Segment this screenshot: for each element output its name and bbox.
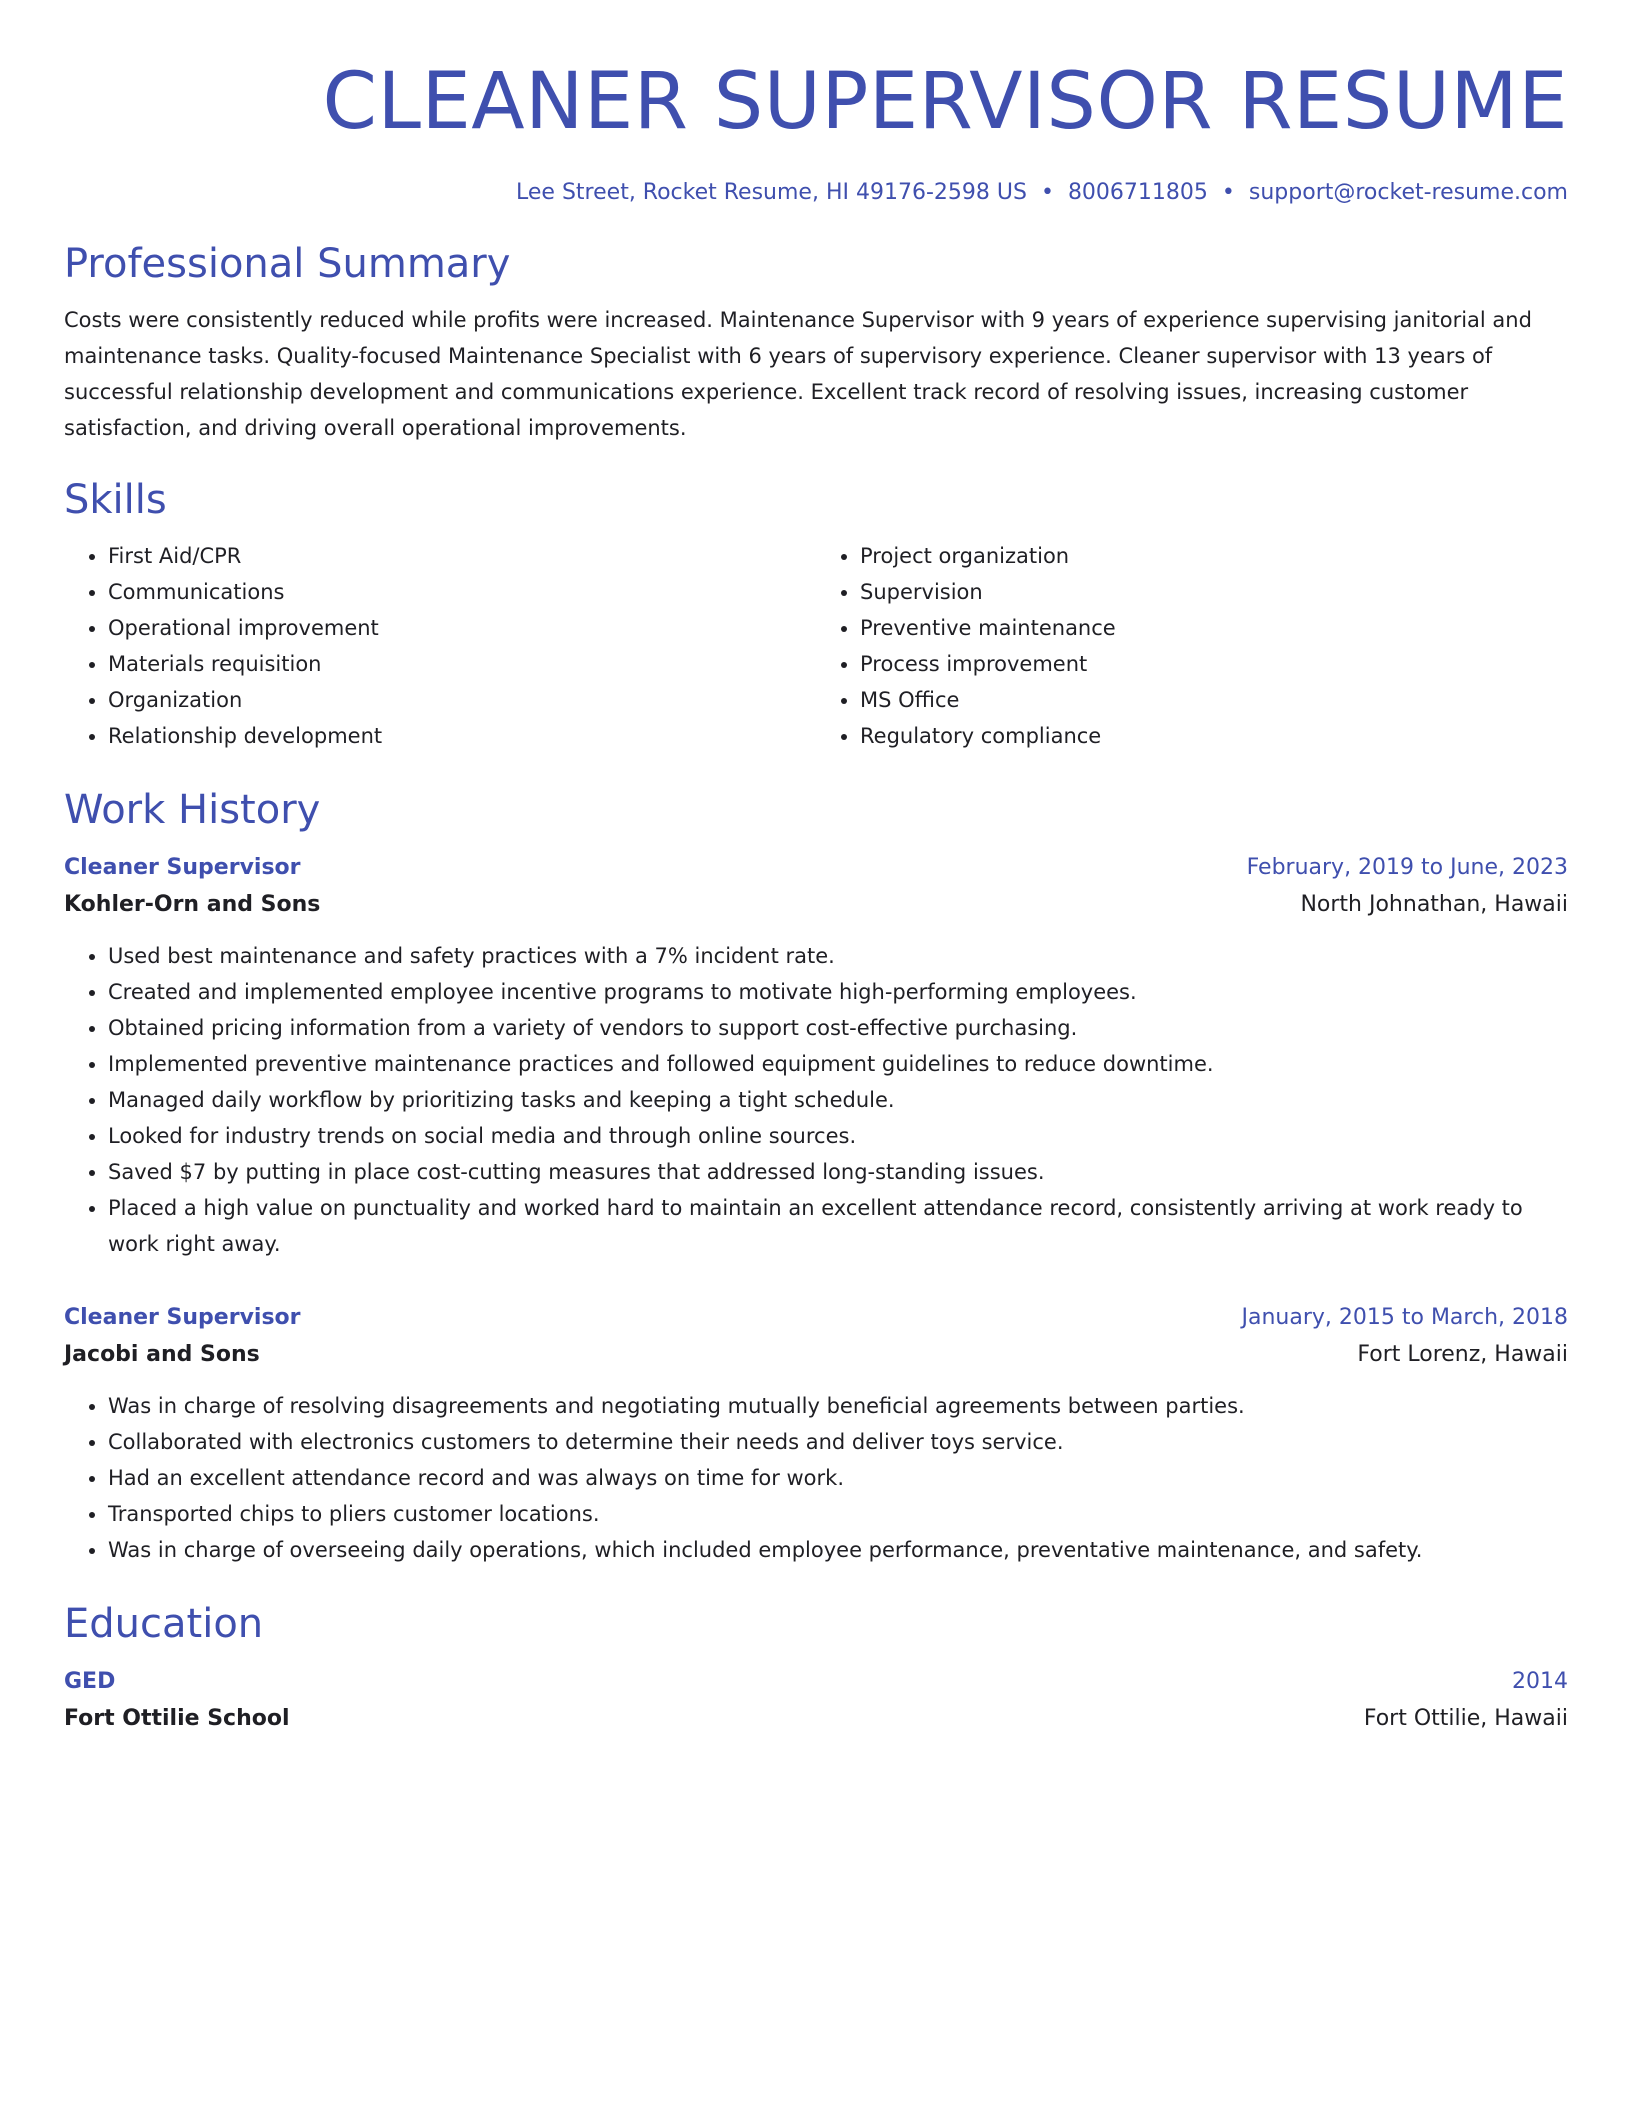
skills-heading: Skills — [64, 477, 167, 523]
skill-item: • Preventive maintenance — [860, 610, 1568, 646]
job-company-row — [64, 1336, 1568, 1374]
skill-item: • Project organization — [860, 538, 1568, 574]
education-section — [64, 1598, 1568, 1738]
school-location: Fort Ottilie, Hawaii — [1363, 1706, 1568, 1731]
skill-item: • Supervision — [860, 574, 1568, 610]
skills-section — [64, 474, 1568, 754]
job-bullet: • Managed daily workflow by prioritizing tasks and keeping a tight schedule. — [108, 1082, 1568, 1118]
skill-item: • Operational improvement — [108, 610, 816, 646]
school-name: Fort Ottilie School — [64, 1706, 290, 1731]
skill-item: • Regulatory compliance — [860, 718, 1568, 754]
skill-item: • MS Office — [860, 682, 1568, 718]
job-entry — [64, 850, 1568, 1262]
job-dates: January, 2015 to March, 2018 — [1241, 1305, 1568, 1330]
job-bullet: • Looked for industry trends on social media and through online sources. — [108, 1118, 1568, 1154]
skill-item: • Communications — [108, 574, 816, 610]
graduation-year: 2014 — [1512, 1669, 1568, 1694]
resume-title: CLEANER SUPERVISOR RESUME — [322, 57, 1568, 147]
skill-item: • Relationship development — [108, 718, 816, 754]
job-entry — [64, 1300, 1568, 1568]
work-history-heading: Work History — [64, 787, 321, 833]
email-link[interactable]: support@rocket-resume.com — [1248, 180, 1568, 205]
skills-list-left — [64, 538, 816, 754]
job-bullet: • Created and implemented employee incentive programs to motivate high-performing employees. — [108, 974, 1568, 1010]
job-location: Fort Lorenz, Hawaii — [1357, 1342, 1568, 1367]
skill-item: • First Aid/CPR — [108, 538, 816, 574]
resume-header — [64, 0, 1568, 208]
education-entry — [64, 1664, 1568, 1738]
school-row — [64, 1700, 1568, 1738]
job-bullet: • Obtained pricing information from a variety of vendors to support cost-effective purchasing. — [108, 1010, 1568, 1046]
job-title-row — [64, 850, 1568, 886]
company-name: Kohler-Orn and Sons — [64, 892, 321, 917]
job-location: North Johnathan, Hawaii — [1300, 892, 1568, 917]
job-dates: February, 2019 to June, 2023 — [1246, 855, 1568, 880]
job-bullet: • Used best maintenance and safety practices with a 7% incident rate. — [108, 938, 1568, 974]
job-bullet: • Implemented preventive maintenance practices and followed equipment guidelines to reduce downtime. — [108, 1046, 1568, 1082]
job-bullet: • Was in charge of resolving disagreements and negotiating mutually beneficial agreements between parties. — [108, 1388, 1568, 1424]
job-bullet: • Transported chips to pliers customer locations. — [108, 1496, 1568, 1532]
job-bullets — [64, 1388, 1568, 1568]
contact-line — [64, 178, 1568, 208]
job-bullet: • Had an excellent attendance record and was always on time for work. — [108, 1460, 1568, 1496]
phone: 8006711805 — [1067, 180, 1208, 205]
job-bullet: • Collaborated with electronics customers to determine their needs and deliver toys service. — [108, 1424, 1568, 1460]
education-heading: Education — [64, 1601, 264, 1647]
job-title: Cleaner Supervisor — [64, 855, 301, 880]
summary-heading: Professional Summary — [64, 241, 511, 287]
skill-item: • Organization — [108, 682, 816, 718]
bullet-separator: • — [1040, 180, 1054, 205]
degree-row — [64, 1664, 1568, 1700]
skills-grid — [64, 538, 1568, 754]
job-title-row — [64, 1300, 1568, 1336]
company-name: Jacobi and Sons — [64, 1342, 260, 1367]
skill-item: • Materials requisition — [108, 646, 816, 682]
work-history-section — [64, 784, 1568, 1568]
skill-item: • Process improvement — [860, 646, 1568, 682]
skills-list-right — [816, 538, 1568, 754]
bullet-separator: • — [1221, 180, 1235, 205]
job-bullets — [64, 938, 1568, 1262]
summary-text: Costs were consistently reduced while profits were increased. Maintenance Supervisor with 9 years of experience supervising janitorial and maintenance tasks. Quality-focused Maintenance Specialist with 6 years of supervisory experience. Cleaner supervisor with 13 years of successful relationship development and communications experience. Excellent track record of resolving issues, increasing customer satisfaction, and driving overall operational improvements. — [64, 308, 1532, 440]
job-company-row — [64, 886, 1568, 924]
job-title: Cleaner Supervisor — [64, 1305, 301, 1330]
job-bullet: • Was in charge of overseeing daily operations, which included employee performance, preventative maintenance, and safety. — [108, 1532, 1568, 1568]
degree: GED — [64, 1669, 116, 1694]
address: Lee Street, Rocket Resume, HI 49176-2598 US — [516, 180, 1027, 205]
job-bullet: • Saved $7 by putting in place cost-cutting measures that addressed long-standing issues. — [108, 1154, 1568, 1190]
summary-section — [64, 238, 1568, 446]
job-bullet: • Placed a high value on punctuality and worked hard to maintain an excellent attendance record, consistently arriving at work ready to work right away. — [108, 1190, 1568, 1262]
